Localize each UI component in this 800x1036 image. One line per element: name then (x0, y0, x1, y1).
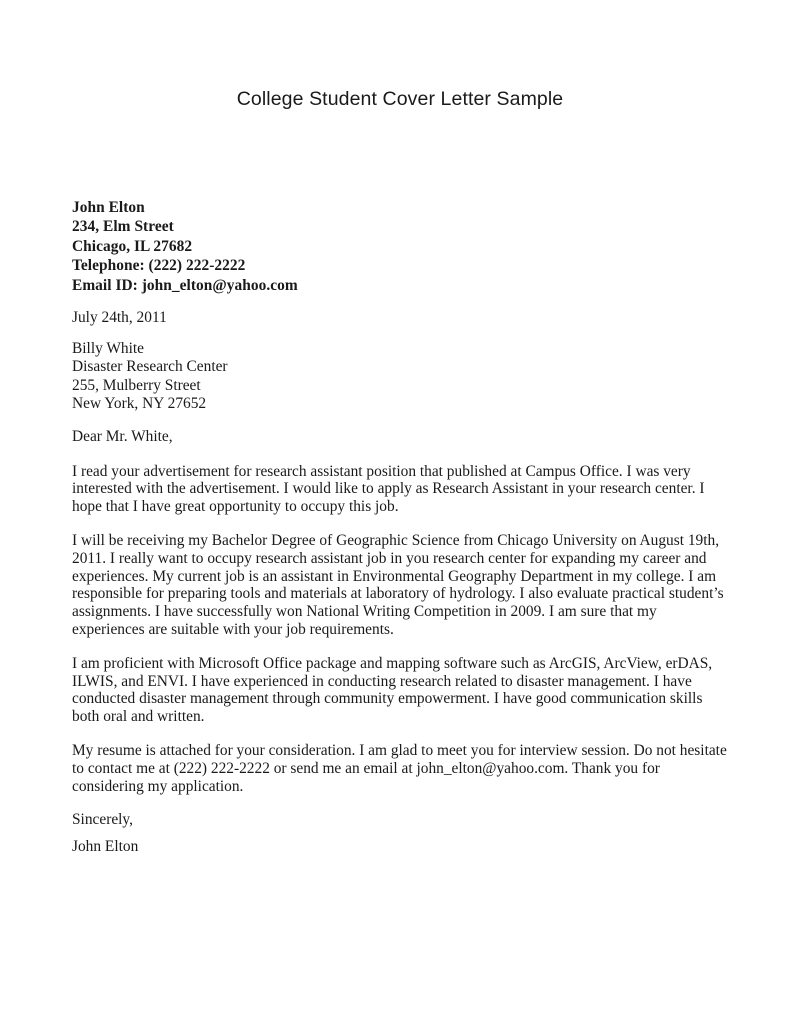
sender-city-state-zip: Chicago, IL 27682 (72, 237, 193, 255)
sender-name: John Elton (72, 199, 145, 216)
sender-telephone: Telephone: (222) 222-2222 (72, 257, 246, 275)
body-paragraph-1: I read your advertisement for research assistant position that published at Campus Office. I was very interested with the advertisement. I would like to apply as Research Assistant in your research center. I hope that I have great opportunity to occupy this job. (72, 462, 705, 516)
letter-date: July 24th, 2011 (72, 309, 167, 327)
body-paragraph-2: I will be receiving my Bachelor Degree of Geographic Science from Chicago University on August 19th, 2011. I really want to occupy research assistant job in you research center for expanding my career and experiences. My current job is an assistant in Environmental Geography Department in my college. I am responsible for preparing tools and materials at laboratory of hydrology. I also evaluate practical student’s assignments. I have successfully won National Writing Competition in 2009. I am sure that my experiences are suitable with your job requirements. (72, 532, 724, 639)
recipient-city-state-zip: New York, NY 27652 (72, 395, 207, 413)
salutation: Dear Mr. White, (72, 427, 173, 445)
body-paragraph-4: My resume is attached for your consideration. I am glad to meet you for interview session. Do not hesitate to contact me at (222) 222-2222 or send me an email at john_elton@yahoo.com. Thank you for considering my application. (72, 742, 727, 795)
recipient-name: Billy White (72, 340, 144, 358)
closing-line: Sincerely, (72, 811, 133, 829)
letter-body (72, 198, 728, 856)
page-title: College Student Cover Letter Sample (236, 88, 564, 110)
recipient-organization: Disaster Research Center (72, 358, 228, 376)
recipient-address-block (72, 340, 728, 414)
sender-email: Email ID: john_elton@yahoo.com (72, 276, 298, 294)
recipient-street: 255, Mulberry Street (72, 376, 201, 394)
body-paragraph-3: I am proficient with Microsoft Office package and mapping software such as ArcGIS, ArcView, erDAS, ILWIS, and ENVI. I have experienced in conducting research related to disaster management. I have conducted disaster management through community empowerment. I have good communication skills both oral and written. (72, 654, 713, 726)
sender-street: 234, Elm Street (72, 218, 174, 236)
sender-address-block (72, 198, 728, 295)
signature-name: John Elton (72, 838, 139, 856)
